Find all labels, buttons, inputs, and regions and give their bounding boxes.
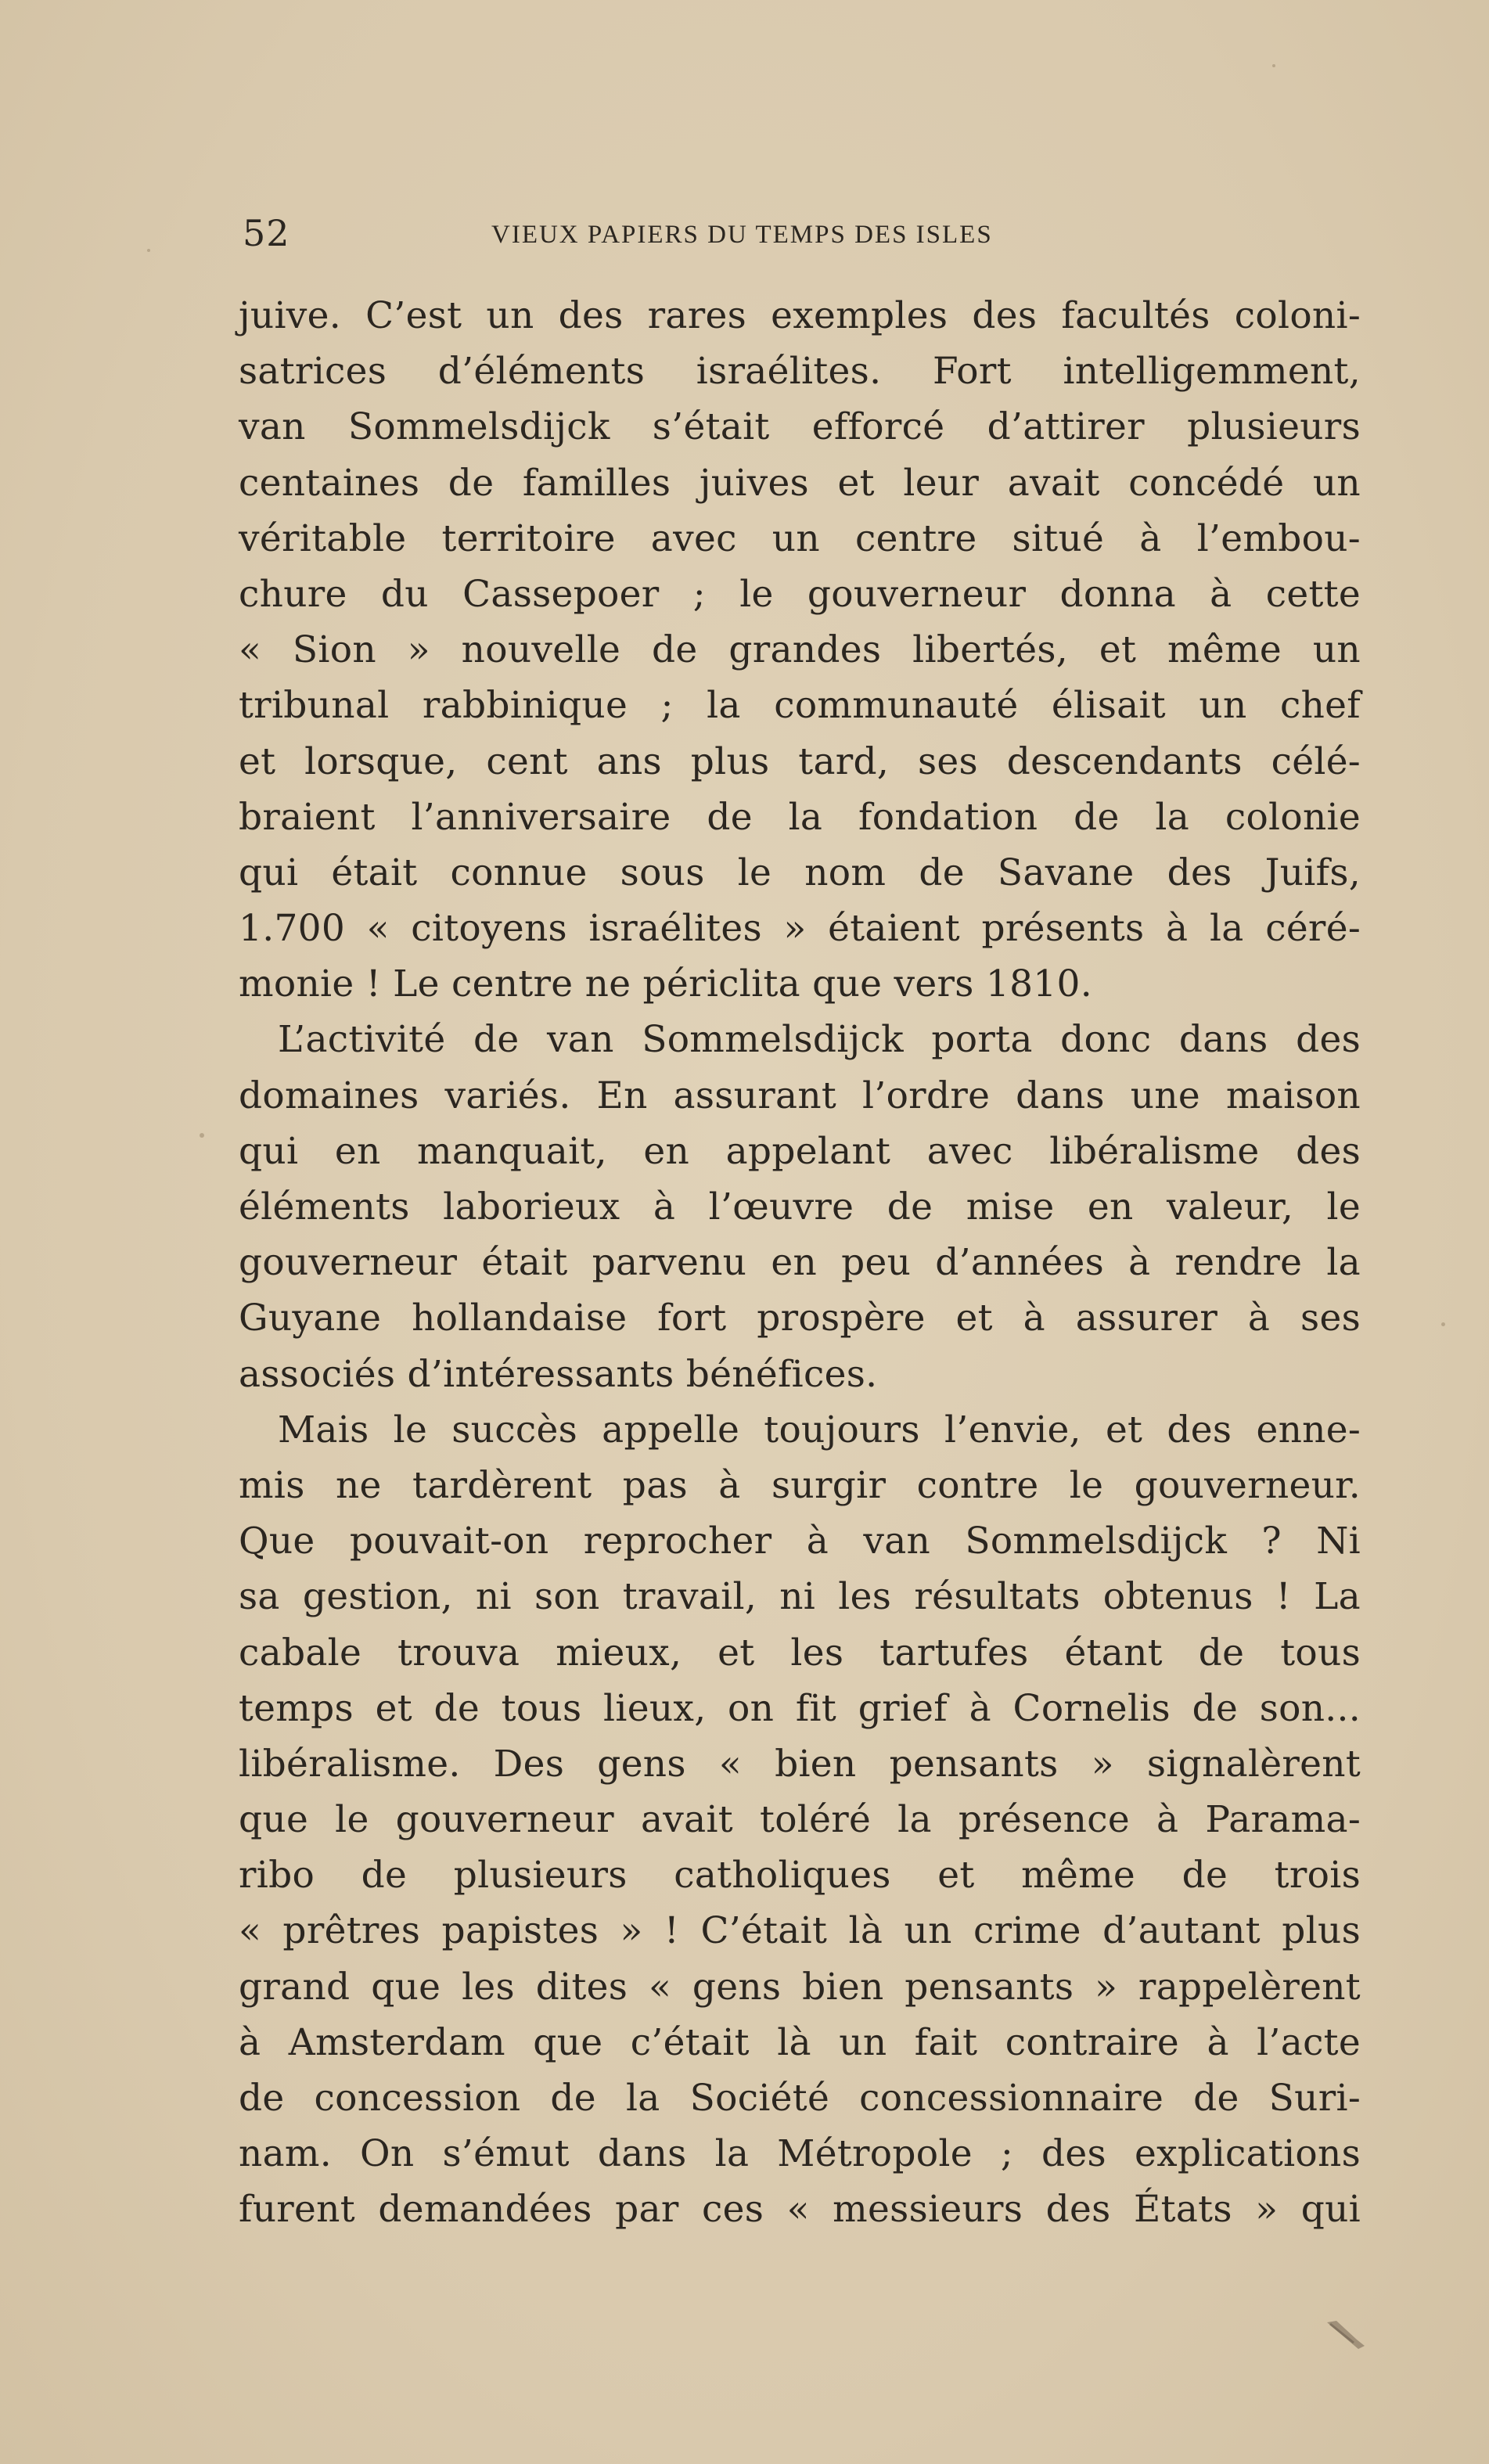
text-line: cabale trouva mieux, et les tartufes étant de tous bbox=[239, 1631, 1361, 1674]
pencil-mark-icon bbox=[1322, 2318, 1369, 2352]
running-head bbox=[243, 210, 1361, 257]
paper-speck bbox=[1272, 64, 1275, 67]
text-line: « prêtres papistes » ! C’était là un crime d’autant plus bbox=[239, 1909, 1361, 1953]
text-line: qui était connue sous le nom de Savane des Juifs, bbox=[239, 851, 1361, 894]
text-line: tribunal rabbinique ; la communauté élisait un chef bbox=[239, 684, 1361, 728]
body-text bbox=[239, 288, 1361, 2238]
text-line: juive. C’est un des rares exemples des facultés coloni- bbox=[239, 294, 1361, 337]
text-line: domaines variés. En assurant l’ordre dans une maison bbox=[239, 1074, 1361, 1117]
text-line: mis ne tardèrent pas à surgir contre le gouverneur. bbox=[239, 1463, 1361, 1507]
text-line: temps et de tous lieux, on fit grief à Cornelis de son... bbox=[239, 1686, 1361, 1730]
text-line: qui en manquait, en appelant avec libéralisme des bbox=[239, 1129, 1361, 1173]
text-line: Guyane hollandaise fort prospère et à assurer à ses bbox=[239, 1297, 1361, 1340]
paper-speck bbox=[1441, 1322, 1445, 1326]
text-line: centaines de familles juives et leur avait concédé un bbox=[239, 461, 1361, 505]
text-line: véritable territoire avec un centre situé à l’embou- bbox=[239, 516, 1361, 560]
text-line: 1.700 « citoyens israélites » étaient présents à la céré- bbox=[239, 907, 1361, 951]
text-line: nam. On s’émut dans la Métropole ; des explications bbox=[239, 2132, 1361, 2176]
paper-speck bbox=[200, 1133, 204, 1138]
paragraph-start-line: L’activité de van Sommelsdijck porta donc dans des bbox=[278, 1018, 1361, 1062]
text-line: van Sommelsdijck s’était efforcé d’attirer plusieurs bbox=[239, 405, 1361, 449]
page-number: 52 bbox=[243, 212, 290, 254]
paragraph-start-line: Mais le succès appelle toujours l’envie, et des enne- bbox=[278, 1408, 1361, 1451]
text-line: braient l’anniversaire de la fondation de la colonie bbox=[239, 795, 1361, 839]
text-line: et lorsque, cent ans plus tard, ses descendants célé- bbox=[239, 739, 1361, 783]
text-line: sa gestion, ni son travail, ni les résultats obtenus ! La bbox=[239, 1575, 1361, 1619]
paragraph-end-line: monie ! Le centre ne périclita que vers 1810. bbox=[239, 962, 1092, 1006]
text-line: satrices d’éléments israélites. Fort intelligemment, bbox=[239, 350, 1361, 394]
text-line: de concession de la Société concessionnaire de Suri- bbox=[239, 2077, 1361, 2120]
text-line: « Sion » nouvelle de grandes libertés, et même un bbox=[239, 628, 1361, 672]
paper-speck bbox=[147, 249, 150, 252]
running-title: VIEUX PAPIERS DU TEMPS DES ISLES bbox=[491, 221, 993, 249]
text-line: que le gouverneur avait toléré la présence à Parama- bbox=[239, 1798, 1361, 1842]
text-line: éléments laborieux à l’œuvre de mise en valeur, le bbox=[239, 1185, 1361, 1228]
text-line: libéralisme. Des gens « bien pensants » signalèrent bbox=[239, 1742, 1361, 1786]
paragraph-end-line: associés d’intéressants bénéfices. bbox=[239, 1352, 878, 1396]
text-line: Que pouvait-on reprocher à van Sommelsdijck ? Ni bbox=[239, 1520, 1361, 1563]
text-line: à Amsterdam que c’était là un fait contraire à l’acte bbox=[239, 2020, 1361, 2064]
text-line: ribo de plusieurs catholiques et même de trois bbox=[239, 1854, 1361, 1897]
text-line: chure du Cassepoer ; le gouverneur donna à cette bbox=[239, 572, 1361, 616]
text-line: furent demandées par ces « messieurs des États » qui bbox=[239, 2188, 1361, 2232]
text-line: grand que les dites « gens bien pensants » rappelèrent bbox=[239, 1965, 1361, 2009]
text-line: gouverneur était parvenu en peu d’années à rendre la bbox=[239, 1241, 1361, 1285]
